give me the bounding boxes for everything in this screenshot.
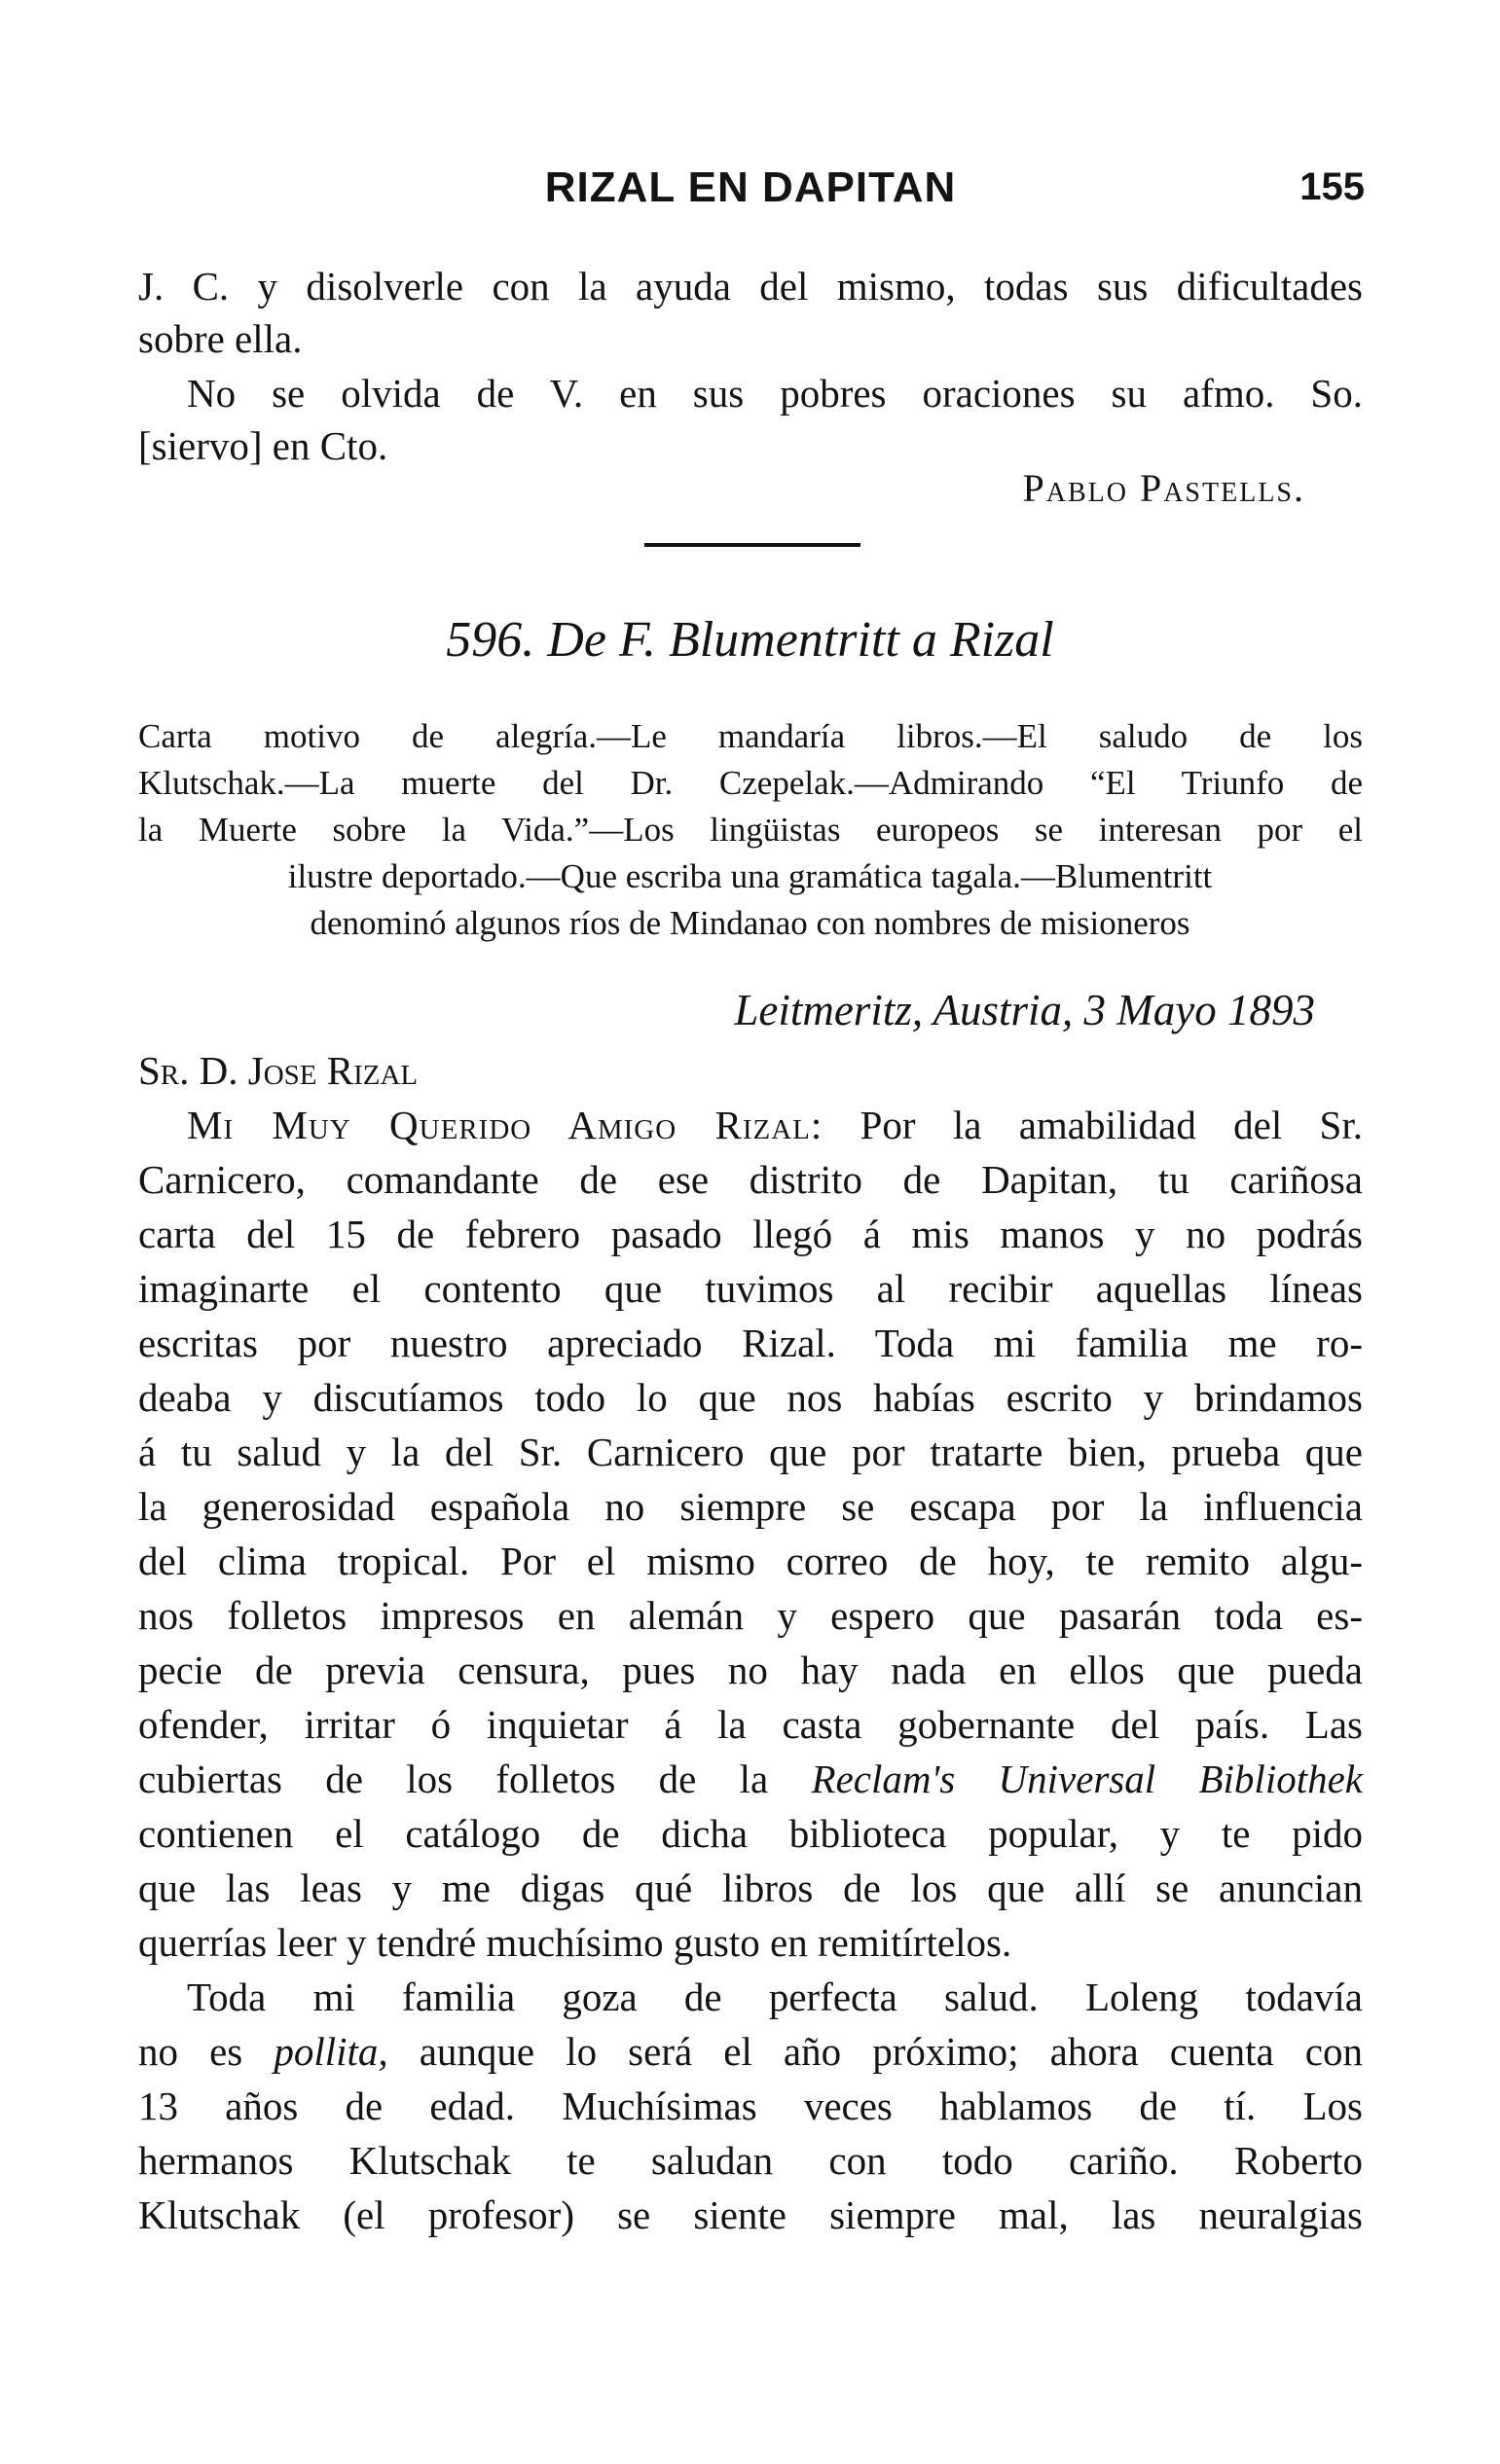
text-span: cubiertas de los folletos de la: [138, 1757, 812, 1801]
text-line: ofender, irritar ó inquietar á la casta gobernante del país. Las: [138, 1702, 1363, 1747]
text-line: imaginarte el contento que tuvimos al recibir aquellas líneas: [138, 1266, 1363, 1311]
summary-line: ilustre deportado.—Que escriba una gramática tagala.—Blumentritt: [287, 857, 1213, 895]
section-divider: [644, 543, 860, 547]
text-line: [138, 1754, 1363, 1804]
text-line: pecie de previa censura, pues no hay nada en ellos que pueda: [138, 1648, 1363, 1692]
text-span: Por la amabilidad del Sr.: [860, 1103, 1363, 1147]
summary-line: Klutschak.—La muerte del Dr. Czepelak.—Admirando “El Triunfo de: [138, 764, 1363, 802]
text-line: querrías leer y tendré muchísimo gusto en remitírtelos.: [138, 1920, 1012, 1965]
letter-heading: 596. De F. Blumentritt a Rizal: [446, 612, 1054, 668]
text-line: sobre ella.: [138, 316, 303, 361]
italic-word: pollita,: [274, 2029, 388, 2074]
text-line: 13 años de edad. Muchísimas veces hablamos de tí. Los: [138, 2084, 1363, 2128]
summary-line: la Muerte sobre la Vida.”—Los lingüistas europeos se interesan por el: [138, 811, 1363, 849]
addressee: Sr. D. Jose Rizal: [138, 1048, 419, 1093]
text-line: [siervo] en Cto.: [138, 423, 388, 468]
text-line: carta del 15 de febrero pasado llegó á mis manos y no podrás: [138, 1212, 1363, 1256]
text-line: la generosidad española no siempre se escapa por la influencia: [138, 1484, 1363, 1529]
text-line: del clima tropical. Por el mismo correo de hoy, te remito algu-: [138, 1539, 1363, 1583]
text-line: hermanos Klutschak te saludan con todo cariño. Roberto: [138, 2138, 1363, 2183]
text-line: J. C. y disolverle con la ayuda del mismo, todas sus dificultades: [138, 264, 1363, 308]
salutation: Mi Muy Querido Amigo Rizal:: [187, 1103, 823, 1147]
text-span: aunque lo será el año próximo; ahora cuenta con: [387, 2029, 1363, 2074]
dateline: Leitmeritz, Austria, 3 Mayo 1893: [734, 986, 1315, 1034]
summary-line: denominó algunos ríos de Mindanao con nombres de misioneros: [310, 904, 1190, 942]
text-line: que las leas y me digas qué libros de los que allí se anuncian: [138, 1866, 1363, 1910]
text-line: nos folletos impresos en alemán y espero que pasarán toda es-: [138, 1593, 1363, 1638]
text-line: No se olvida de V. en sus pobres oraciones su afmo. So.: [187, 371, 1363, 416]
page-number: 155: [1299, 165, 1365, 208]
page-header: [136, 163, 1365, 222]
signature: Pablo Pastells.: [1022, 466, 1305, 510]
text-line: deaba y discutíamos todo lo que nos habías escrito y brindamos: [138, 1375, 1363, 1420]
italic-title: Reclam's Universal Bibliothek: [811, 1757, 1363, 1801]
text-line: [138, 2026, 1363, 2077]
text-span: no es: [138, 2029, 274, 2074]
text-line: contienen el catálogo de dicha biblioteca popular, y te pido: [138, 1811, 1363, 1856]
text-line: Klutschak (el profesor) se siente siempre mal, las neuralgias: [138, 2192, 1363, 2237]
text-line: á tu salud y la del Sr. Carnicero que por tratarte bien, prueba que: [138, 1430, 1363, 1474]
text-line: escritas por nuestro apreciado Rizal. Toda mi familia me ro-: [138, 1321, 1363, 1365]
text-line: Carnicero, comandante de ese distrito de Dapitan, tu cariñosa: [138, 1157, 1363, 1202]
text-line: [187, 1100, 1363, 1150]
summary-line: Carta motivo de alegría.—Le mandaría libros.—El saludo de los: [138, 717, 1363, 755]
text-line: Toda mi familia goza de perfecta salud. Loleng todavía: [187, 1975, 1363, 2019]
running-title: RIZAL EN DAPITAN: [544, 163, 957, 211]
